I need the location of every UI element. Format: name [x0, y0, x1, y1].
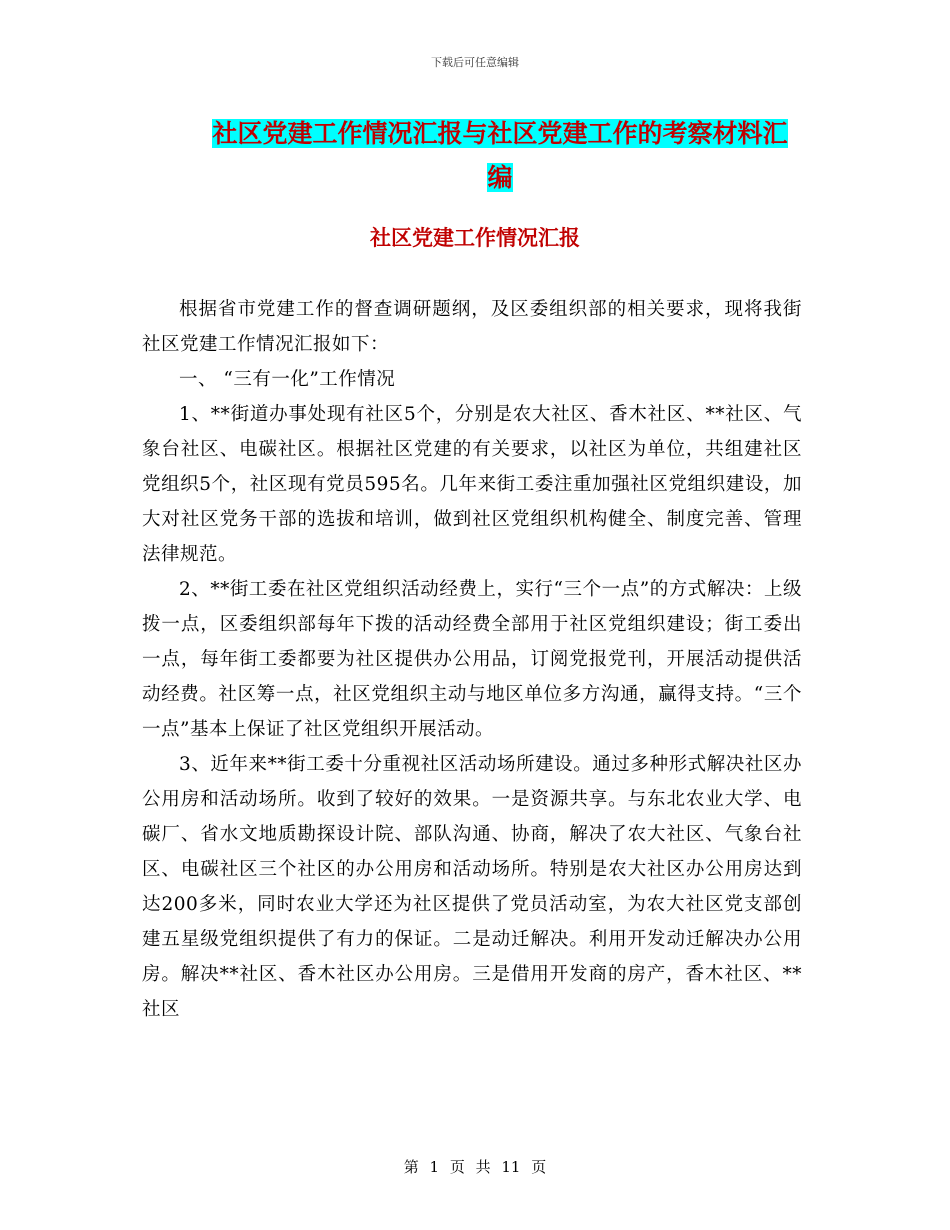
- document-title-line1: 社区党建工作情况汇报与社区党建工作的考察材料汇: [212, 119, 788, 148]
- paragraph-item-2: 2、**街工委在社区党组织活动经费上，实行“三个一点”的方式解决：上级拨一点，区委组织部每年下拨的活动经费全部用于社区党组织建设；街工委出一点，每年街工委都要为社区提供办公用品，订阅党报党刊，开展活动提供活动经费。社区筹一点，社区党组织主动与地区单位多方沟通，赢得支持。“三个一点”基本上保证了社区党组织开展活动。: [142, 579, 802, 740]
- paragraph-heading-1: 一、 “三有一化”工作情况: [179, 369, 396, 390]
- page-footer: 第 1 页 共 11 页: [403, 1158, 547, 1176]
- section-title: 社区党建工作情况汇报: [370, 226, 580, 250]
- body-text: [142, 292, 802, 1027]
- paragraph-item-3: 3、近年来**街工委十分重视社区活动场所建设。通过多种形式解决社区办公用房和活动场所。收到了较好的效果。一是资源共享。与东北农业大学、电碳厂、省水文地质勘探设计院、部队沟通、协商，解决了农大社区、气象台社区、电碳社区三个社区的办公用房和活动场所。特别是农大社区办公用房达到达200多米，同时农业大学还为社区提供了党员活动室，为农大社区党支部创建五星级党组织提供了有力的保证。二是动迁解决。利用开发动迁解决办公用房。解决**社区、香木社区办公用房。三是借用开发商的房产，香木社区、**社区: [142, 754, 802, 1020]
- document-title: [190, 112, 810, 200]
- header-note: 下载后可任意编辑: [431, 56, 519, 69]
- paragraph-intro: 根据省市党建工作的督查调研题纲，及区委组织部的相关要求，现将我街社区党建工作情况汇报如下：: [142, 299, 802, 355]
- paragraph-item-1: 1、**街道办事处现有社区5个，分别是农大社区、香木社区、**社区、气象台社区、电碳社区。根据社区党建的有关要求，以社区为单位，共组建社区党组织5个，社区现有党员595名。几年来街工委注重加强社区党组织建设，加大对社区党务干部的选拔和培训，做到社区党组织机构健全、制度完善、管理法律规范。: [142, 404, 802, 565]
- document-title-line2: 编: [487, 163, 513, 192]
